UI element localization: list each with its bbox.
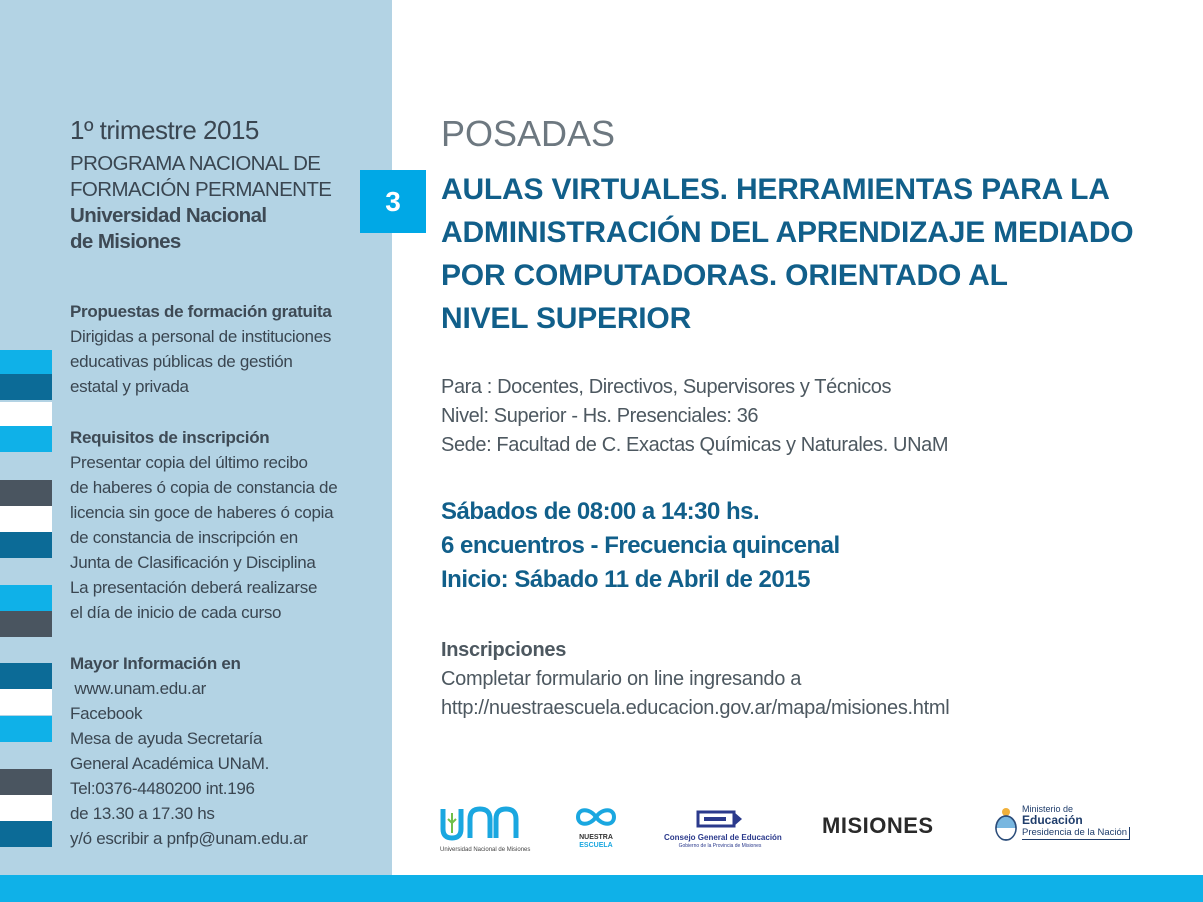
ministerio-presidencia: Presidencia de la Nación — [1022, 827, 1130, 840]
city-title: POSADAS — [441, 113, 616, 154]
proposals-line: estatal y privada — [70, 377, 189, 396]
requirements-line: La presentación deberá realizarse — [70, 578, 318, 597]
venue-line: Sede: Facultad de C. Exactas Químicas y Naturales. UNaM — [441, 434, 949, 456]
schedule-line: Inicio: Sábado 11 de Abril de 2015 — [441, 566, 810, 593]
cge-sub: Gobierno de la Provincia de Misiones — [678, 843, 762, 849]
stripe — [0, 426, 52, 452]
more-info-block — [70, 651, 308, 851]
requirements-line: el día de inicio de cada curso — [70, 603, 282, 622]
stripe — [0, 506, 52, 532]
program-line: PROGRAMA NACIONAL DE — [70, 152, 321, 175]
stripe — [0, 374, 52, 400]
requirements-line: licencia sin goce de haberes ó copia — [70, 503, 334, 522]
university-line: Universidad Nacional — [70, 204, 267, 227]
audience-line: Para : Docentes, Directivos, Supervisores y Técnicos — [441, 376, 892, 398]
university-line: de Misiones — [70, 230, 181, 253]
requirements-block — [70, 425, 337, 625]
misiones-logo: MISIONES — [822, 813, 934, 838]
stripe — [0, 716, 52, 742]
schedule-line: 6 encuentros - Frecuencia quincenal — [441, 532, 840, 559]
nuestra-escuela-logo — [570, 805, 622, 853]
course-title-line: POR COMPUTADORAS. ORIENTADO AL — [441, 259, 1008, 292]
escuela-line: ESCUELA — [579, 842, 613, 849]
schedule-block — [441, 495, 840, 597]
stripe — [0, 689, 52, 715]
course-title-line: AULAS VIRTUALES. HERRAMIENTAS PARA LA — [441, 173, 1110, 206]
inscriptions-url[interactable]: http://nuestraescuela.educacion.gov.ar/mapa/misiones.html — [441, 697, 950, 719]
nuestra-line: NUESTRA — [579, 834, 613, 841]
email-line[interactable]: y/ó escribir a pnfp@unam.edu.ar — [70, 829, 308, 848]
cge-name: Consejo General de Educación — [664, 833, 782, 842]
course-title-line: NIVEL SUPERIOR — [441, 302, 692, 335]
phone-line: Tel:0376-4480200 int.196 — [70, 779, 255, 798]
website-link[interactable]: www.unam.edu.ar — [70, 679, 206, 698]
program-line: FORMACIÓN PERMANENTE — [70, 178, 332, 201]
ministerio-logo — [994, 804, 1129, 848]
more-info-line: General Académica UNaM. — [70, 754, 270, 773]
ministerio-line: Ministerio de — [1022, 804, 1074, 814]
more-info-heading: Mayor Información en — [70, 654, 241, 673]
period-title: 1º trimestre 2015 — [70, 115, 259, 145]
stripe — [0, 611, 52, 637]
requirements-line: de constancia de inscripción en — [70, 528, 298, 547]
coat-of-arms-icon — [994, 806, 1018, 842]
inscriptions-block — [441, 636, 949, 723]
infinity-icon — [573, 805, 619, 829]
ministerio-education: Educación — [1022, 813, 1083, 827]
unam-caption: Universidad Nacional de Misiones — [440, 847, 531, 853]
hours-line: de 13.30 a 17.30 hs — [70, 804, 215, 823]
requirements-line: Presentar copia del último recibo — [70, 453, 308, 472]
level-line: Nivel: Superior - Hs. Presenciales: 36 — [441, 405, 759, 427]
course-title-line: ADMINISTRACIÓN DEL APRENDIZAJE MEDIADO — [441, 216, 1134, 249]
course-number-badge: 3 — [360, 170, 426, 233]
stripe — [0, 821, 52, 847]
proposals-line: educativas públicas de gestión — [70, 352, 293, 371]
course-details — [441, 373, 948, 460]
bottom-bar — [0, 875, 1203, 902]
requirements-line: de haberes ó copia de constancia de — [70, 478, 338, 497]
stripe — [0, 402, 52, 426]
cge-logo — [664, 810, 782, 850]
more-info-line: Mesa de ayuda Secretaría — [70, 729, 263, 748]
schedule-line: Sábados de 08:00 a 14:30 hs. — [441, 498, 760, 525]
unam-logo — [440, 805, 530, 853]
stripe — [0, 585, 52, 611]
stripe — [0, 663, 52, 689]
cge-mark — [696, 810, 744, 828]
proposals-block — [70, 299, 332, 399]
requirements-heading: Requisitos de inscripción — [70, 428, 270, 447]
proposals-line: Dirigidas a personal de instituciones — [70, 327, 332, 346]
stripe — [0, 480, 52, 506]
requirements-line: Junta de Clasificación y Disciplina — [70, 553, 316, 572]
inscriptions-line: Completar formulario on line ingresando a — [441, 668, 802, 690]
ministerio-text — [1022, 804, 1130, 840]
facebook-link[interactable]: Facebook — [70, 704, 143, 723]
unam-logo-mark — [440, 805, 524, 841]
stripe — [0, 795, 52, 821]
stripe — [0, 350, 52, 374]
stripe — [0, 532, 52, 558]
proposals-heading: Propuestas de formación gratuita — [70, 302, 332, 321]
stripe — [0, 769, 52, 795]
program-block — [70, 151, 331, 255]
inscriptions-heading: Inscripciones — [441, 639, 567, 661]
course-title — [441, 168, 1181, 340]
